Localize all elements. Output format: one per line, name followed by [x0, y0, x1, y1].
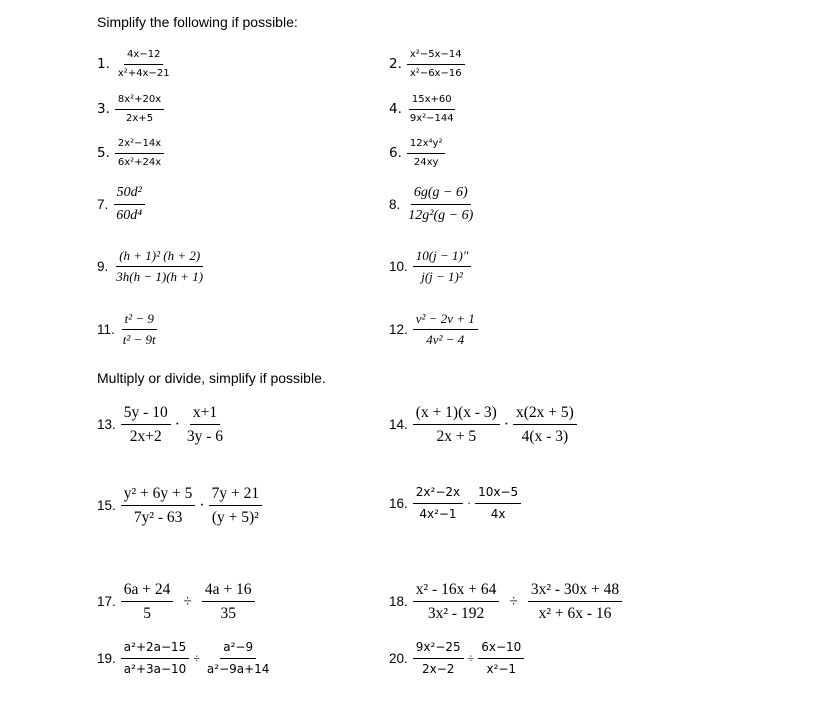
problem-number: 7. [97, 196, 109, 212]
operator: · [467, 495, 472, 510]
denominator: x²−1 [486, 661, 517, 676]
fraction-left [121, 639, 190, 678]
denominator: t² − 9t [122, 332, 156, 348]
operator: · [174, 415, 180, 433]
fraction [115, 93, 164, 125]
numerator: 4x−12 [124, 48, 163, 65]
denominator: 24xy [413, 156, 439, 168]
numerator: t² − 9 [122, 311, 157, 330]
problem-number: 12. [389, 322, 408, 338]
fraction-left [121, 580, 174, 624]
denominator: j(j − 1)² [421, 269, 463, 285]
fraction [120, 311, 159, 349]
numerator: 15x+60 [409, 93, 455, 110]
problem-number: 2. [389, 56, 402, 72]
problem-20 [389, 639, 524, 678]
numerator: 6x−10 [478, 639, 524, 659]
problem-5 [97, 137, 164, 169]
fraction [115, 137, 164, 169]
fraction-right [513, 403, 577, 447]
problem-number: 19. [97, 650, 116, 666]
fraction [413, 248, 471, 286]
denominator: 4v² − 4 [426, 332, 465, 348]
denominator: (y + 5)² [211, 509, 259, 527]
numerator: (h + 1)² (h + 2) [116, 248, 203, 267]
problem-number: 16. [389, 495, 408, 511]
fraction-right [209, 484, 263, 528]
operator: ÷ [509, 592, 518, 610]
problem-number: 14. [389, 417, 408, 433]
fraction [407, 137, 446, 169]
problem-number: 13. [97, 417, 116, 433]
problem-11 [97, 311, 159, 349]
problem-number: 20. [389, 650, 408, 666]
denominator: 4(x - 3) [521, 428, 569, 446]
denominator: x² + 6x - 16 [538, 605, 612, 623]
numerator: x(2x + 5) [513, 403, 577, 425]
problem-2 [389, 48, 465, 80]
denominator: x²−6x−16 [409, 67, 462, 79]
numerator: 2x²−2x [413, 484, 463, 504]
denominator: 9x²−144 [409, 112, 454, 124]
problem-15 [97, 484, 262, 528]
problem-4 [389, 93, 457, 125]
fraction-left [413, 580, 500, 624]
numerator: (x + 1)(x - 3) [413, 403, 500, 425]
problem-number: 6. [389, 145, 402, 161]
problem-18 [389, 580, 622, 624]
problem-1 [97, 48, 173, 80]
denominator: 4x²−1 [419, 506, 457, 521]
numerator: 4a + 16 [202, 580, 255, 602]
problem-14 [389, 403, 577, 447]
denominator: 60d⁴ [116, 207, 143, 223]
problem-9 [97, 248, 206, 286]
numerator: 8x²+20x [115, 93, 164, 110]
denominator: 3x² - 192 [427, 605, 485, 623]
numerator: 3x² - 30x + 48 [528, 580, 622, 602]
problem-6 [389, 137, 445, 169]
fraction [113, 184, 145, 224]
numerator: 9x²−25 [413, 639, 464, 659]
problem-10 [389, 248, 471, 286]
denominator: 5 [143, 605, 151, 623]
numerator: x² - 16x + 64 [413, 580, 500, 602]
problem-19 [97, 639, 272, 678]
fraction-left [413, 484, 463, 523]
problem-number: 11. [97, 322, 115, 338]
numerator: 10(j − 1)″ [413, 248, 471, 267]
denominator: a²+3a−10 [123, 661, 187, 676]
numerator: 10x−5 [475, 484, 521, 504]
numerator: 2x²−14x [115, 137, 164, 154]
section-heading-multiply: Multiply or divide, simplify if possible. [97, 370, 326, 386]
problem-12 [389, 311, 478, 349]
problem-number: 8. [389, 196, 401, 212]
fraction-left [413, 639, 464, 678]
problem-8 [389, 184, 476, 224]
section-heading-simplify: Simplify the following if possible: [97, 14, 298, 30]
numerator: 5y - 10 [121, 403, 171, 425]
problem-16 [389, 484, 521, 523]
fraction-right [478, 639, 524, 678]
problem-17 [97, 580, 255, 624]
denominator: 2x−2 [422, 661, 455, 676]
numerator: v² − 2v + 1 [413, 311, 478, 330]
fraction-left [121, 484, 196, 528]
problem-number: 17. [97, 594, 116, 610]
problem-number: 15. [97, 498, 116, 514]
numerator: x²−5x−14 [407, 48, 465, 65]
operator: ÷ [193, 650, 200, 665]
operator: ÷ [467, 650, 475, 665]
problem-number: 3. [97, 101, 110, 117]
fraction [115, 48, 173, 80]
problem-7 [97, 184, 145, 224]
operator: · [503, 415, 510, 433]
denominator: 6x²+24x [117, 156, 162, 168]
problem-number: 5. [97, 145, 110, 161]
numerator: a²+2a−15 [121, 639, 190, 659]
denominator: 7y² - 63 [133, 509, 183, 527]
problem-number: 1. [97, 56, 110, 72]
denominator: 2x+2 [129, 428, 162, 446]
numerator: 6g(g − 6) [411, 184, 471, 205]
numerator: y² + 6y + 5 [121, 484, 196, 506]
denominator: 3y - 6 [186, 428, 224, 446]
denominator: x²+4x−21 [117, 67, 170, 79]
denominator: 12g²(g − 6) [408, 207, 474, 223]
operator: ÷ [183, 592, 192, 610]
denominator: 2x+5 [126, 112, 154, 124]
fraction-right [528, 580, 622, 624]
fraction-left [413, 403, 500, 447]
problem-number: 10. [389, 259, 408, 275]
denominator: 4x [490, 506, 506, 521]
numerator: x+1 [190, 403, 220, 425]
problem-number: 18. [389, 594, 408, 610]
numerator: 6a + 24 [121, 580, 174, 602]
problem-13 [97, 403, 226, 447]
fraction-right [475, 484, 521, 523]
problem-3 [97, 93, 164, 125]
denominator: 2x + 5 [436, 428, 477, 446]
denominator: a²−9a+14 [206, 661, 270, 676]
fraction [113, 248, 206, 286]
operator: · [199, 496, 205, 514]
fraction-right [184, 403, 226, 447]
fraction [407, 48, 465, 80]
numerator: 50d² [114, 184, 145, 205]
fraction-left [121, 403, 171, 447]
fraction-right [204, 639, 273, 678]
denominator: 35 [220, 605, 236, 623]
numerator: 7y + 21 [209, 484, 263, 506]
problem-number: 4. [389, 101, 402, 117]
numerator: 12x⁴y² [407, 137, 446, 154]
fraction [413, 311, 478, 349]
numerator: a²−9 [220, 639, 256, 659]
fraction [407, 93, 457, 125]
denominator: 3h(h − 1)(h + 1) [116, 269, 204, 285]
fraction [405, 184, 476, 224]
fraction-right [202, 580, 255, 624]
problem-number: 9. [97, 259, 109, 275]
